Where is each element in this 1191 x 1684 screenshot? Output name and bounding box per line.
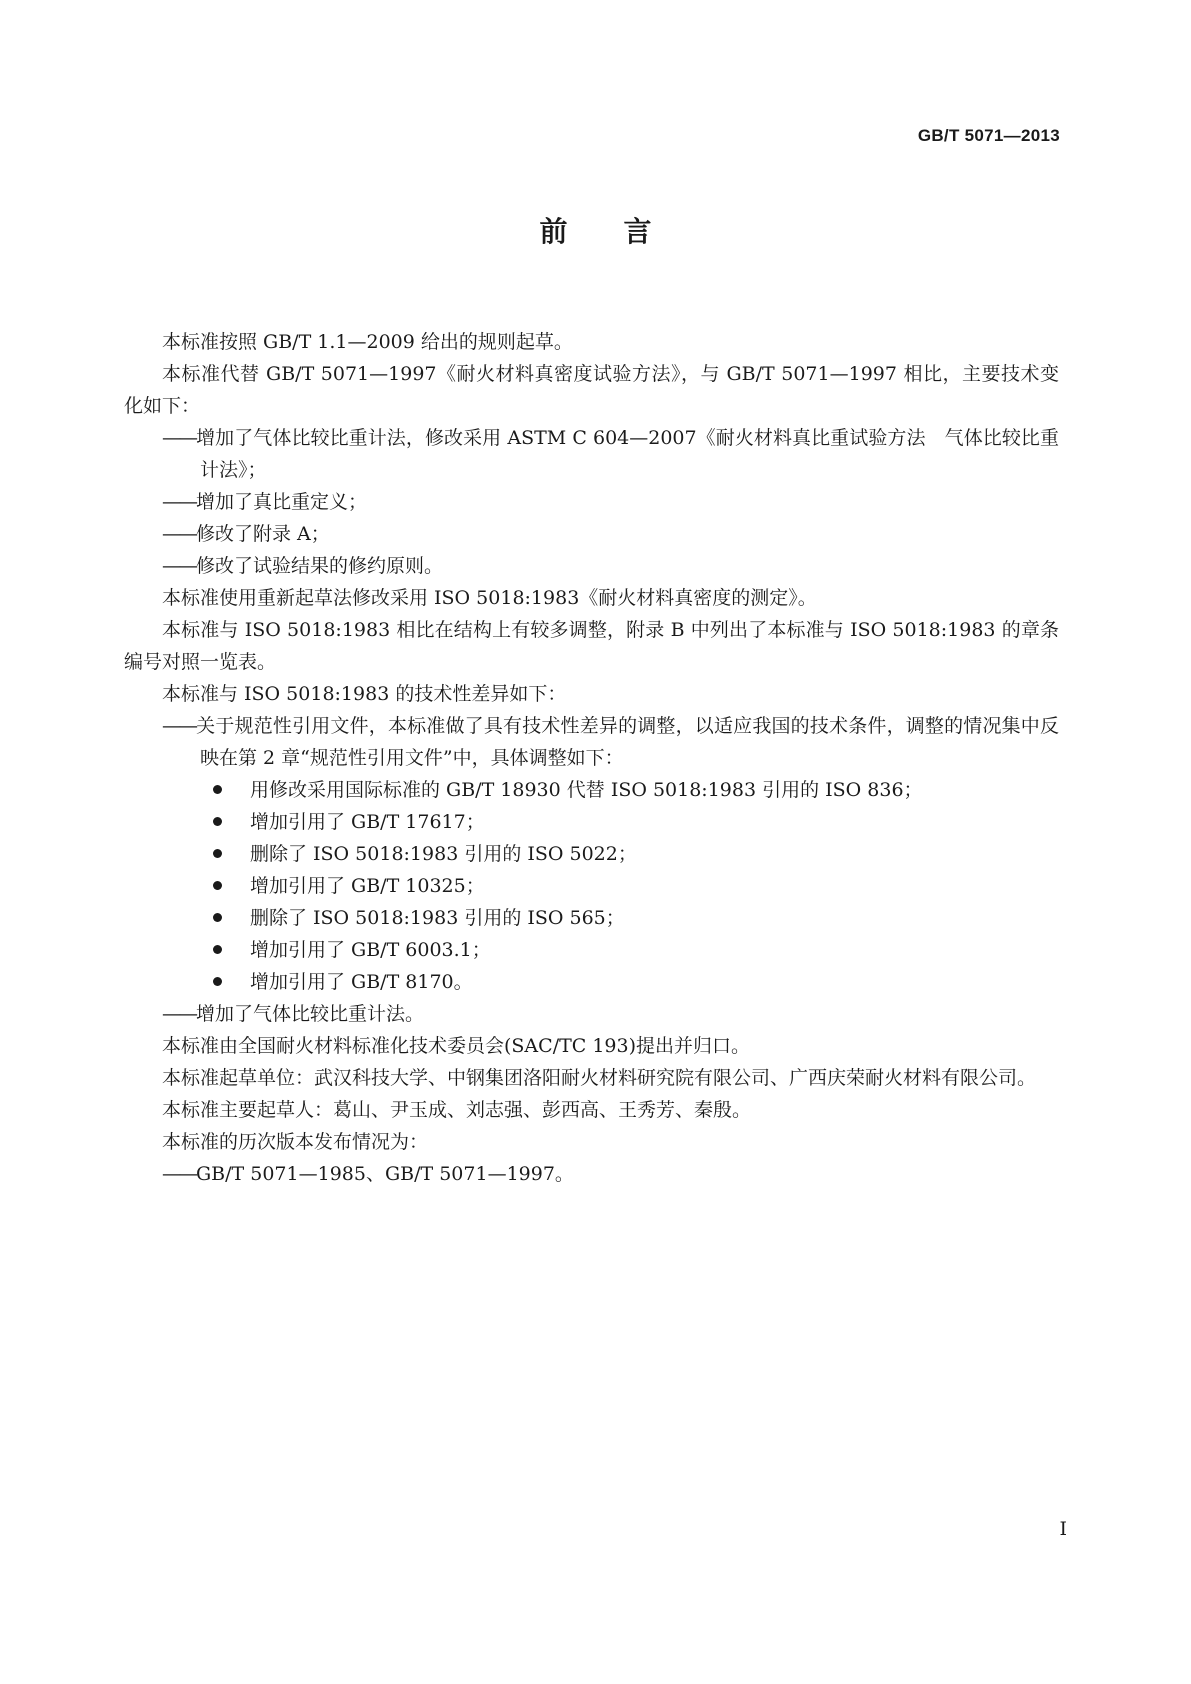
dash-item-text: 关于规范性引用文件，本标准做了具有技术性差异的调整，以适应我国的技术条件，调整的情况集中反映在第 2 章“规范性引用文件”中，具体调整如下： (196, 715, 1059, 769)
bullet-item-text: 用修改采用国际标准的 GB/T 18930 代替 ISO 5018:1983 引用的 ISO 836； (250, 779, 923, 801)
paragraph-version-history: 本标准的历次版本发布情况为： (162, 1131, 429, 1153)
bullet-item (124, 806, 1059, 838)
dash-item (124, 998, 1059, 1030)
bullet-dot-icon (213, 785, 222, 794)
paragraph-technical-differences: 本标准与 ISO 5018:1983 的技术性差异如下： (162, 683, 567, 705)
bullet-dot-icon (213, 849, 222, 858)
dash-item-text: 修改了附录 A； (196, 523, 330, 545)
bullet-dot-icon (213, 881, 222, 890)
dash-item-text: 增加了气体比较比重计法，修改采用 ASTM C 604—2007《耐火材料真比重试验方法 气体比较比重计法》； (196, 427, 1059, 481)
dash-item (124, 710, 1059, 774)
paragraph-proposer: 本标准由全国耐火材料标准化技术委员会(SAC/TC 193)提出并归口。 (162, 1035, 751, 1057)
bullet-dot-icon (213, 977, 222, 986)
standard-code-header: GB/T 5071—2013 (917, 126, 1060, 145)
bullet-dot-icon (213, 913, 222, 922)
dash-item-text: 增加了真比重定义； (196, 491, 368, 513)
dash-item (124, 518, 1059, 550)
dash-item (124, 1158, 1059, 1190)
dash-mark: —— (162, 523, 196, 545)
bullet-item (124, 902, 1059, 934)
dash-item (124, 486, 1059, 518)
paragraph-drafting-rules: 本标准按照 GB/T 1.1—2009 给出的规则起草。 (162, 331, 573, 353)
dash-item-text: 修改了试验结果的修约原则。 (196, 555, 444, 577)
bullet-item-text: 删除了 ISO 5018:1983 引用的 ISO 5022； (250, 843, 637, 865)
dash-mark: —— (162, 715, 196, 737)
bullet-item-text: 增加引用了 GB/T 10325； (250, 875, 485, 897)
bullet-dot-icon (213, 817, 222, 826)
bullet-item (124, 774, 1059, 806)
dash-item-text: GB/T 5071—1985、GB/T 5071—1997。 (196, 1163, 574, 1185)
paragraph-drafters: 本标准主要起草人：葛山、尹玉成、刘志强、彭西高、王秀芳、秦殷。 (162, 1099, 752, 1121)
bullet-item (124, 870, 1059, 902)
dash-mark: —— (162, 491, 196, 513)
paragraph-drafting-units: 本标准起草单位：武汉科技大学、中钢集团洛阳耐火材料研究院有限公司、广西庆荣耐火材料有限公司。 (162, 1067, 1037, 1089)
paragraph-structure-changes: 本标准与 ISO 5018:1983 相比在结构上有较多调整，附录 B 中列出了本标准与 ISO 5018:1983 的章条编号对照一览表。 (124, 619, 1059, 673)
bullet-item-text: 增加引用了 GB/T 17617； (250, 811, 485, 833)
bullet-item-text: 增加引用了 GB/T 6003.1； (250, 939, 491, 961)
dash-item (124, 550, 1059, 582)
bullet-item-text: 删除了 ISO 5018:1983 引用的 ISO 565； (250, 907, 625, 929)
dash-item-text: 增加了气体比较比重计法。 (196, 1003, 425, 1025)
page-number: I (1059, 1518, 1067, 1540)
paragraph-iso-adoption: 本标准使用重新起草法修改采用 ISO 5018:1983《耐火材料真密度的测定》。 (162, 587, 817, 609)
paragraph-replaces: 本标准代替 GB/T 5071—1997《耐火材料真密度试验方法》，与 GB/T 5071—1997 相比，主要技术变化如下： (124, 363, 1059, 417)
bullet-item (124, 838, 1059, 870)
page-title: 前言 (539, 215, 708, 248)
bullet-item (124, 966, 1059, 998)
foreword-body (124, 326, 1059, 1190)
dash-mark: —— (162, 1163, 196, 1185)
dash-item (124, 422, 1059, 486)
bullet-dot-icon (213, 945, 222, 954)
dash-mark: —— (162, 555, 196, 577)
bullet-item-text: 增加引用了 GB/T 8170。 (250, 971, 473, 993)
bullet-item (124, 934, 1059, 966)
dash-mark: —— (162, 427, 196, 449)
dash-mark: —— (162, 1003, 196, 1025)
